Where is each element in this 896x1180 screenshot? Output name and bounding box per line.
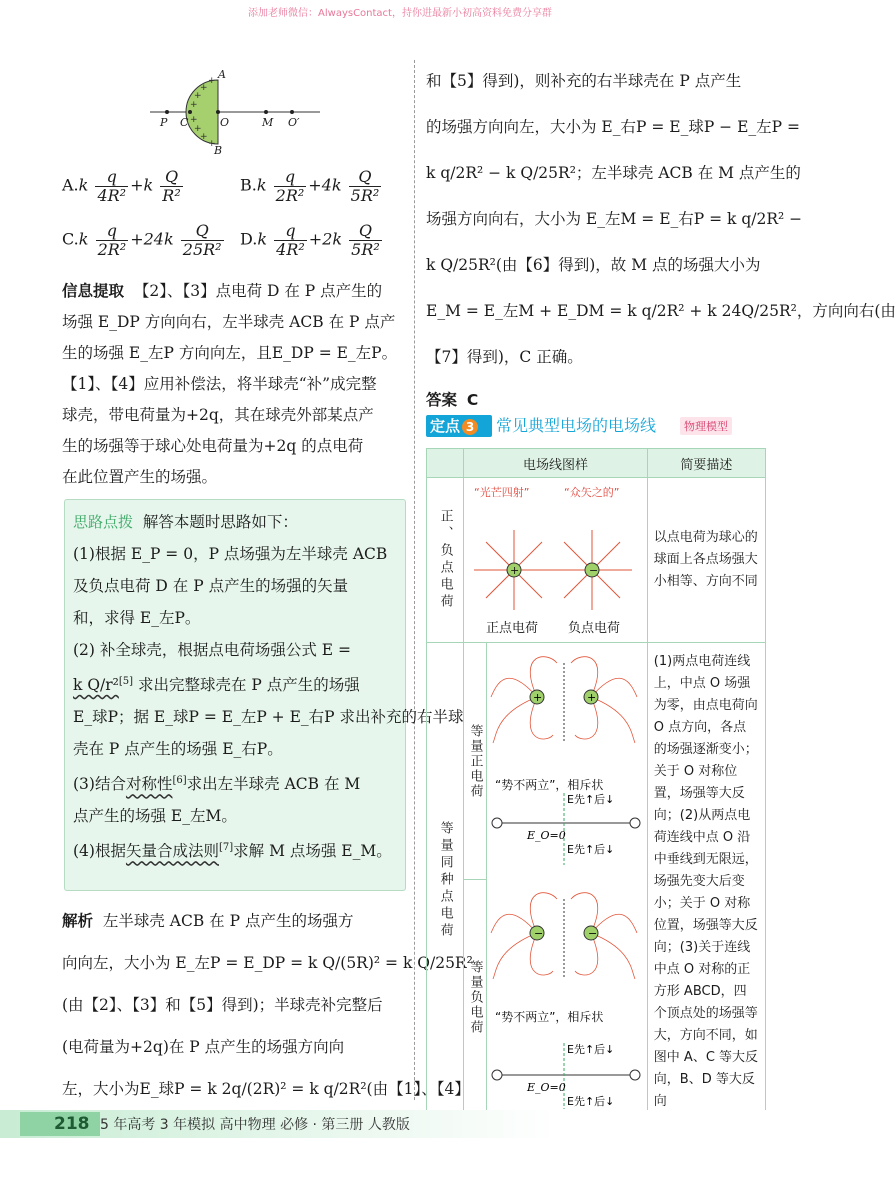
hint-box: 思路点拨 解答本题时思路如下： (1)根据 E_P = 0，P 点场强为左半球壳 ACB 及负点电荷 D 在 P 点产生的场强的矢量 和，求得 E_左P。 (2) 补全球壳，根据点电荷场强公式 E = k Q/r²[5] 求出完整球壳在 P 点产生的场强 E_球P；据 E_球P = E_左P + E_右P 求出补充的右半球 壳在 P 点产生的场强 E_右P。 (3)结合对称性[6]求出左半球壳 ACB 在 M 点产生的场强 E_左M。 (4)根据矢量合成法则[7]求解 M 点场强 E_M。: [64, 499, 406, 891]
svg-text:E先↑后↓: E先↑后↓: [566, 793, 615, 806]
svg-text:+: +: [194, 124, 202, 134]
svg-text:−: −: [587, 927, 598, 940]
info-title: 信息提取: [62, 282, 125, 300]
svg-text:−: −: [589, 564, 599, 577]
row2-sub1: 等量正电荷: [467, 723, 483, 799]
table-header-desc: 简要描述: [647, 449, 765, 478]
svg-text:负点电荷: 负点电荷: [568, 621, 621, 636]
svg-text:“众矢之的”: “众矢之的”: [564, 486, 620, 499]
svg-text:+: +: [532, 691, 543, 704]
table-header-pattern: 电场线图样: [464, 449, 648, 478]
svg-text:+: +: [586, 691, 597, 704]
label-m: M: [262, 116, 274, 129]
option-a: A.k $\frac{q}{\text{4R²}}$ +k $\frac{Q}{\text{R²}}$: [62, 167, 181, 205]
svg-text:“势不两立”，相斥状: “势不两立”，相斥状: [494, 1010, 604, 1024]
right-solution: 和【5】得到)，则补充的右半球壳在 P 点产生 的场强方向向左，大小为 E_右P = E_球P − E_左P = k q/2R² − k Q/25R²；左半球壳 ACB 在 M 点产生的 场强方向向右，大小为 E_左M = E_右P = k q/2R² − k Q/25R²(由【6】得到)，故 M 点的场强大小为 E_M = E_左M + E_DM = k q/2R² + k 24Q/25R²，方向向右(由 【7】得到)，C 正确。 答案 C: [426, 72, 896, 409]
answer-label: 答案: [426, 391, 458, 409]
svg-text:E先↑后↓: E先↑后↓: [566, 1043, 615, 1056]
label-a: A: [218, 68, 226, 81]
field-line-table: [426, 448, 766, 1118]
row2-description: (1)两点电荷连线上，中点 O 场强为零，由点电荷向 O 点方向，各点的场强逐渐变小；关于 O 对称位置，场强等大反向；(2)从两点电荷连线中点 O 沿中垂线到无限远，场强先变大后变小；关于 O 对称位置，场强等大反向；(3)关于连线中点 O 对称的正方形 ABCD，四个顶点处的场强等大，方向不同，如图中 A、C 等大反向，B、D 等大反向: [647, 643, 765, 1118]
svg-text:E先↑后↓: E先↑后↓: [566, 843, 615, 856]
same-charge-diagram: [487, 643, 645, 1113]
answer-value: C: [466, 391, 479, 409]
svg-text:+: +: [200, 132, 208, 142]
option-b: B.k $\frac{q}{\text{2R²}}$ +4k $\frac{Q}{\text{5R²}}$: [240, 167, 380, 205]
footer-text: 5 年高考 3 年模拟 高中物理 必修 · 第三册 人教版: [100, 1117, 410, 1133]
label-b: B: [214, 144, 223, 157]
svg-text:“光芒四射”: “光芒四射”: [474, 486, 530, 499]
hint-label: 思路点拨: [73, 513, 134, 531]
svg-text:“势不两立”，相斥状: “势不两立”，相斥状: [494, 778, 604, 792]
svg-text:+: +: [190, 115, 198, 125]
analysis: 解析 左半球壳 ACB 在 P 点产生的场强方 向向左，大小为 E_左P = E_DP = k Q/(5R)² = k Q/25R² (由【2】、【3】和【5】得到)；半球壳补完整后 (电荷量为+2q)在 P 点产生的场强方向向 左，大小为E_球P = k 2q/(2R)² = k q/2R²(由【1】、【4】: [62, 912, 473, 1098]
row2-category: 等量同种点电荷: [437, 820, 453, 940]
svg-text:+: +: [190, 100, 198, 110]
section-tag: 定点 3: [426, 415, 492, 437]
svg-text:E_O=0: E_O=0: [526, 1081, 566, 1094]
svg-text:+: +: [208, 139, 216, 149]
section-title: 常见典型电场的电场线: [496, 416, 657, 435]
page-number: 218: [20, 1112, 100, 1136]
point-charge-diagram: [464, 478, 644, 638]
row2-sub2: 等量负电荷: [467, 959, 483, 1035]
column-divider: [414, 60, 415, 1100]
analysis-title: 解析: [62, 912, 94, 930]
row1-description: 以点电荷为球心的球面上各点场强大小相等、方向不同: [647, 478, 765, 643]
label-o: O: [220, 116, 230, 129]
svg-text:E_O=0: E_O=0: [526, 829, 566, 842]
option-c: C.k $\frac{q}{\text{2R²}}$ +24k $\frac{Q}{\text{25R²}}$: [62, 221, 222, 259]
hemisphere-diagram: [150, 66, 320, 156]
watermark: 添加老师微信：AlwaysContact，持你进最新小初高资料免费分享群: [248, 8, 552, 19]
row1-category: 正、负点电荷: [437, 509, 453, 611]
svg-text:E先↑后↓: E先↑后↓: [566, 1095, 615, 1108]
label-oprime: O′: [288, 116, 300, 129]
info-extraction: 信息提取 【2】、【3】点电荷 D 在 P 点产生的 场强 E_DP 方向向右，左半球壳 ACB 在 P 点产 生的场强 E_左P 方向向左，且E_DP = E_左P。 【1】、【4】应用补偿法，将半球壳“补”成完整 球壳，带电荷量为+2q，其在球壳外部某点产 生的场强等于球心处电荷量为+2q 的点电荷 在此位置产生的场强。: [62, 282, 398, 486]
svg-text:−: −: [533, 927, 544, 940]
svg-text:正点电荷: 正点电荷: [486, 621, 539, 636]
section-badge: 物理模型: [680, 417, 732, 435]
label-c: C: [180, 116, 189, 129]
svg-text:+: +: [510, 564, 520, 577]
svg-text:+: +: [194, 91, 202, 101]
option-d: D.k $\frac{q}{\text{4R²}}$ +2k $\frac{Q}{\text{5R²}}$: [240, 221, 380, 259]
svg-text:+: +: [208, 76, 216, 86]
label-p: P: [160, 116, 168, 129]
svg-text:+: +: [200, 83, 208, 93]
